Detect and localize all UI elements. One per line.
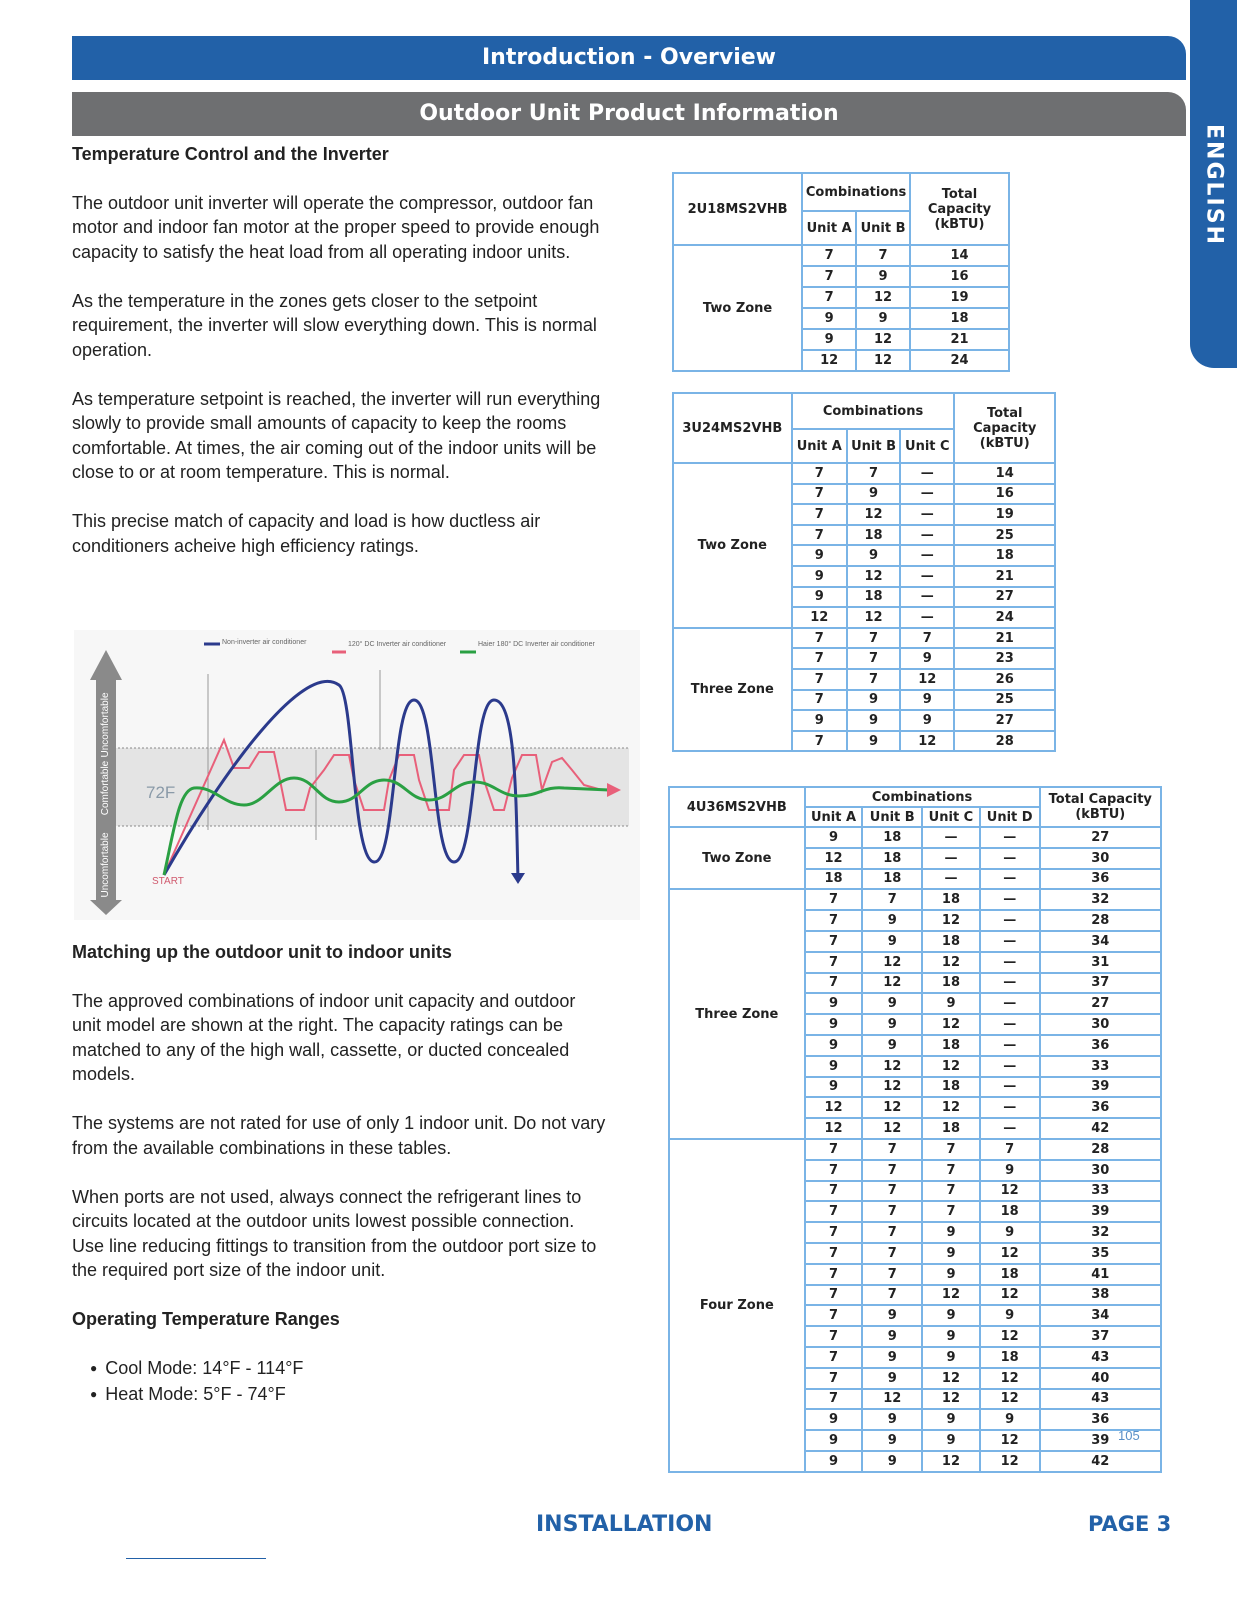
- table-cell: 9: [847, 690, 900, 711]
- table-cell: —: [900, 587, 954, 608]
- label-uncomfortable-top: Uncomfortable: [100, 692, 111, 758]
- table-cell: 9: [862, 1326, 922, 1347]
- table-cell: 34: [1040, 931, 1161, 952]
- table-cell: 7: [847, 463, 900, 484]
- paragraph: The outdoor unit inverter will operate the compressor, outdoor fan motor and indoor fan motor at the proper speed to provide enough capacity to satisfy the heat load from all operating indoor units.: [72, 192, 600, 262]
- table-cell: 9: [862, 993, 922, 1014]
- table-cell: —: [980, 931, 1040, 952]
- table-cell: 27: [954, 710, 1055, 731]
- table-cell: 39: [1040, 1077, 1161, 1098]
- table-cell: 12: [805, 1118, 863, 1139]
- table-cell: 18: [910, 308, 1009, 329]
- table-cell: 7: [792, 690, 847, 711]
- table-cell: —: [922, 827, 980, 848]
- table-cell: —: [900, 566, 954, 587]
- table-cell: 12: [805, 848, 863, 869]
- unit-a-header: Unit A: [805, 807, 863, 827]
- table-cell: 9: [862, 1035, 922, 1056]
- table-cell: 7: [792, 731, 847, 752]
- paragraph: This precise match of capacity and load is how ductless air conditioners acheive high efficiency ratings.: [72, 511, 541, 556]
- table-cell: 7: [862, 1264, 922, 1285]
- table-cell: 14: [910, 245, 1009, 266]
- table-cell: —: [980, 827, 1040, 848]
- table-cell: 9: [792, 545, 847, 566]
- table-cell: 12: [847, 566, 900, 587]
- label-start: START: [152, 876, 184, 887]
- table-cell: 7: [862, 1139, 922, 1160]
- table-cell: —: [980, 1035, 1040, 1056]
- table-cell: —: [980, 1077, 1040, 1098]
- table-cell: —: [980, 869, 1040, 890]
- table-cell: 12: [856, 329, 910, 350]
- table-cell: —: [900, 525, 954, 546]
- table-cell: 18: [805, 869, 863, 890]
- table-cell: 12: [900, 731, 954, 752]
- table-cell: —: [980, 910, 1040, 931]
- table-cell: 7: [802, 266, 856, 287]
- table-cell: 7: [805, 1139, 863, 1160]
- table-cell: 36: [1040, 1409, 1161, 1430]
- table-cell: 9: [900, 710, 954, 731]
- table-cell: 7: [922, 1160, 980, 1181]
- table-cell: 30: [1040, 1014, 1161, 1035]
- unit-b-header: Unit B: [856, 211, 910, 245]
- table-row: [673, 463, 1055, 484]
- table-cell: 7: [922, 1201, 980, 1222]
- legend-120: 120° DC Inverter air conditioner: [348, 641, 447, 648]
- table-cell: 18: [922, 931, 980, 952]
- table-cell: 39: [1040, 1201, 1161, 1222]
- footer-page-number: PAGE 3: [1088, 1512, 1172, 1536]
- table-cell: 9: [922, 1243, 980, 1264]
- table-cell: 12: [862, 973, 922, 994]
- table-cell: —: [980, 1118, 1040, 1139]
- table-cell: 9: [802, 308, 856, 329]
- table-cell: 21: [910, 329, 1009, 350]
- table-cell: 7: [802, 245, 856, 266]
- table-cell: 7: [862, 1243, 922, 1264]
- zone-label: Two Zone: [673, 463, 792, 628]
- table-cell: 7: [847, 669, 900, 690]
- table-cell: 27: [954, 587, 1055, 608]
- table-cell: —: [980, 1097, 1040, 1118]
- table-cell: 30: [1040, 1160, 1161, 1181]
- subsection-title-banner: Outdoor Unit Product Information: [72, 92, 1186, 136]
- table-cell: 12: [862, 1056, 922, 1077]
- table-cell: 7: [805, 1222, 863, 1243]
- paragraph: When ports are not used, always connect the refrigerant lines to circuits located at the outdoor units lowest possible connection. Use line reducing fittings to transition from the outdoor port size to the required port size of the indoor unit.: [72, 1186, 597, 1280]
- table-cell: 12: [922, 1056, 980, 1077]
- table-cell: 35: [1040, 1243, 1161, 1264]
- table-cell: 39: [1040, 1430, 1161, 1451]
- paragraph: The approved combinations of indoor unit capacity and outdoor unit model are shown at the right. The capacity ratings can be matched to any of the high wall, cassette, or ducted concealed models.: [72, 990, 576, 1084]
- table-cell: 12: [862, 1118, 922, 1139]
- table-cell: 9: [847, 484, 900, 505]
- model-cell: 2U18MS2VHB: [673, 173, 802, 245]
- table-cell: 25: [954, 525, 1055, 546]
- table-cell: 18: [847, 525, 900, 546]
- table-cell: 7: [805, 952, 863, 973]
- table-cell: 21: [954, 566, 1055, 587]
- table-cell: —: [980, 1056, 1040, 1077]
- table-cell: 7: [805, 973, 863, 994]
- table-cell: 9: [862, 1368, 922, 1389]
- zone-label: Four Zone: [669, 1139, 805, 1472]
- table-cell: 9: [862, 1014, 922, 1035]
- table-cell: 9: [922, 1409, 980, 1430]
- table-cell: 31: [1040, 952, 1161, 973]
- table-cell: 9: [805, 1035, 863, 1056]
- table-cell: —: [980, 889, 1040, 910]
- table-cell: 7: [862, 1285, 922, 1306]
- table-cell: 7: [847, 628, 900, 649]
- table-cell: 7: [980, 1139, 1040, 1160]
- table-row: [669, 827, 1161, 848]
- heading-operating-ranges: Operating Temperature Ranges: [72, 1309, 340, 1329]
- combinations-header: Combinations: [802, 173, 910, 211]
- table-cell: 7: [900, 628, 954, 649]
- table-cell: 12: [980, 1430, 1040, 1451]
- total-capacity-header: Total Capacity (kBTU): [1040, 787, 1161, 827]
- table-cell: 37: [1040, 973, 1161, 994]
- table-cell: 9: [900, 648, 954, 669]
- table-cell: 7: [805, 1305, 863, 1326]
- table-cell: 9: [862, 1409, 922, 1430]
- table-cell: 18: [954, 545, 1055, 566]
- table-cell: 9: [847, 545, 900, 566]
- table-cell: 9: [862, 1305, 922, 1326]
- heading-matching: Matching up the outdoor unit to indoor units: [72, 942, 452, 962]
- model-cell: 3U24MS2VHB: [673, 393, 792, 463]
- table-cell: 24: [910, 350, 1009, 371]
- unit-d-header: Unit D: [980, 807, 1040, 827]
- table-row: [669, 889, 1161, 910]
- table-cell: 16: [910, 266, 1009, 287]
- table-cell: 24: [954, 607, 1055, 628]
- table-cell: 36: [1040, 869, 1161, 890]
- table-cell: 7: [802, 287, 856, 308]
- table-row: [669, 1139, 1161, 1160]
- table-cell: 7: [792, 628, 847, 649]
- table-cell: 27: [1040, 827, 1161, 848]
- table-cell: 12: [922, 952, 980, 973]
- table-cell: 12: [862, 1077, 922, 1098]
- table-cell: 7: [862, 889, 922, 910]
- total-capacity-header: Total Capacity (kBTU): [910, 173, 1009, 245]
- table-cell: 33: [1040, 1181, 1161, 1202]
- table-cell: 38: [1040, 1285, 1161, 1306]
- language-tab-label: ENGLISH: [1201, 124, 1226, 246]
- table-cell: 9: [805, 1077, 863, 1098]
- page-note: 105: [1118, 1428, 1140, 1443]
- table-cell: 43: [1040, 1347, 1161, 1368]
- table-cell: 7: [805, 1181, 863, 1202]
- table-cell: 18: [980, 1201, 1040, 1222]
- table-cell: 12: [980, 1181, 1040, 1202]
- legend-noninverter: Non-inverter air conditioner: [222, 639, 307, 646]
- table-cell: 9: [792, 566, 847, 587]
- zone-label: Three Zone: [673, 628, 792, 752]
- table-cell: 33: [1040, 1056, 1161, 1077]
- table-cell: 19: [910, 287, 1009, 308]
- table-cell: 7: [805, 1389, 863, 1410]
- legend-haier: Haier 180° DC Inverter air conditioner: [478, 641, 595, 648]
- label-uncomfortable-bottom: Uncomfortable: [100, 832, 111, 898]
- table-cell: 18: [922, 889, 980, 910]
- table-cell: 9: [862, 1430, 922, 1451]
- table-cell: 18: [922, 1077, 980, 1098]
- table-cell: 28: [1040, 1139, 1161, 1160]
- list-item-cool-mode: ● Cool Mode: 14°F - 114°F: [90, 1356, 607, 1383]
- table-cell: 7: [792, 504, 847, 525]
- table-cell: —: [980, 1014, 1040, 1035]
- table-cell: 18: [862, 869, 922, 890]
- table-cell: 7: [792, 463, 847, 484]
- paragraph: As the temperature in the zones gets closer to the setpoint requirement, the inverter will slow everything down. This is normal operation.: [72, 290, 597, 360]
- table-cell: 12: [922, 1451, 980, 1472]
- table-cell: 9: [856, 308, 910, 329]
- zone-label: Three Zone: [669, 889, 805, 1139]
- table-cell: 7: [862, 1201, 922, 1222]
- combinations-header: Combinations: [792, 393, 955, 429]
- table-row: [673, 628, 1055, 649]
- footer-section-label: INSTALLATION: [536, 1512, 713, 1537]
- table-cell: 26: [954, 669, 1055, 690]
- table-cell: 7: [856, 245, 910, 266]
- table-cell: 9: [862, 1347, 922, 1368]
- table-cell: 7: [792, 525, 847, 546]
- capacity-table-3u24: [672, 392, 1056, 752]
- table-cell: 7: [922, 1139, 980, 1160]
- capacity-table-4u36: [668, 786, 1162, 1473]
- section-title-banner: Introduction - Overview: [72, 36, 1186, 80]
- table-cell: 18: [922, 973, 980, 994]
- table-cell: 9: [862, 1451, 922, 1472]
- table-cell: 32: [1040, 889, 1161, 910]
- table-cell: 18: [922, 1035, 980, 1056]
- table-cell: 12: [980, 1368, 1040, 1389]
- table-cell: 7: [922, 1181, 980, 1202]
- table-cell: 7: [805, 931, 863, 952]
- table-cell: 9: [922, 1222, 980, 1243]
- table-cell: 9: [805, 827, 863, 848]
- table-cell: 9: [922, 1430, 980, 1451]
- table-cell: 7: [805, 1243, 863, 1264]
- table-cell: 7: [792, 669, 847, 690]
- table-cell: 28: [1040, 910, 1161, 931]
- table-cell: 7: [805, 1160, 863, 1181]
- unit-b-header: Unit B: [847, 429, 900, 463]
- table-cell: 9: [922, 1347, 980, 1368]
- table-cell: 9: [805, 1014, 863, 1035]
- table-cell: 12: [922, 1285, 980, 1306]
- table-cell: 12: [862, 952, 922, 973]
- graph-svg: [74, 630, 640, 920]
- table-cell: 25: [954, 690, 1055, 711]
- table-cell: 7: [862, 1181, 922, 1202]
- table-cell: 41: [1040, 1264, 1161, 1285]
- table-cell: 32: [1040, 1222, 1161, 1243]
- table-cell: 7: [792, 484, 847, 505]
- table-cell: 37: [1040, 1326, 1161, 1347]
- table-cell: 9: [922, 993, 980, 1014]
- table-cell: 7: [862, 1160, 922, 1181]
- table-cell: 12: [922, 1389, 980, 1410]
- table-cell: 9: [980, 1160, 1040, 1181]
- table-cell: 36: [1040, 1097, 1161, 1118]
- table-cell: —: [900, 504, 954, 525]
- table-cell: 7: [805, 1368, 863, 1389]
- table-cell: 12: [980, 1243, 1040, 1264]
- table-cell: 7: [805, 1285, 863, 1306]
- table-cell: 40: [1040, 1368, 1161, 1389]
- table-cell: —: [900, 607, 954, 628]
- label-comfortable: Comfortable: [100, 760, 111, 816]
- table-cell: 18: [862, 827, 922, 848]
- table-cell: 9: [792, 587, 847, 608]
- table-cell: 9: [805, 993, 863, 1014]
- table-cell: 12: [922, 1097, 980, 1118]
- table-cell: 12: [847, 607, 900, 628]
- table-cell: 7: [805, 1201, 863, 1222]
- total-capacity-header: Total Capacity (kBTU): [954, 393, 1055, 463]
- table-cell: 34: [1040, 1305, 1161, 1326]
- table-cell: —: [922, 869, 980, 890]
- heading-temperature-control: Temperature Control and the Inverter: [72, 144, 389, 164]
- table-cell: 12: [862, 1389, 922, 1410]
- table-cell: —: [980, 993, 1040, 1014]
- zone-label: Two Zone: [673, 245, 802, 371]
- table-cell: 9: [980, 1222, 1040, 1243]
- table-cell: 36: [1040, 1035, 1161, 1056]
- table-cell: 9: [922, 1264, 980, 1285]
- unit-a-header: Unit A: [792, 429, 847, 463]
- unit-a-header: Unit A: [802, 211, 856, 245]
- table-cell: 12: [792, 607, 847, 628]
- unit-c-header: Unit C: [900, 429, 954, 463]
- table-cell: 7: [805, 1326, 863, 1347]
- table-cell: 18: [922, 1118, 980, 1139]
- table-cell: 12: [980, 1285, 1040, 1306]
- table-row: [673, 245, 1009, 266]
- table-cell: 18: [847, 587, 900, 608]
- table-cell: 7: [847, 648, 900, 669]
- table-cell: 9: [980, 1305, 1040, 1326]
- table-cell: —: [980, 848, 1040, 869]
- table-cell: 18: [980, 1264, 1040, 1285]
- table-cell: 12: [980, 1326, 1040, 1347]
- table-cell: 12: [862, 1097, 922, 1118]
- inverter-comparison-graph: [74, 630, 640, 920]
- table-cell: 9: [862, 910, 922, 931]
- table-cell: 9: [847, 731, 900, 752]
- table-cell: 12: [922, 1368, 980, 1389]
- table-cell: 9: [805, 1056, 863, 1077]
- label-72f: 72F: [146, 783, 176, 802]
- list-item-heat-mode: ● Heat Mode: 5°F - 74°F: [90, 1382, 607, 1409]
- unit-b-header: Unit B: [862, 807, 922, 827]
- table-cell: —: [980, 973, 1040, 994]
- table-cell: 12: [980, 1389, 1040, 1410]
- table-cell: 12: [847, 504, 900, 525]
- combinations-header: Combinations: [805, 787, 1040, 807]
- table-cell: 12: [922, 910, 980, 931]
- table-cell: 12: [980, 1451, 1040, 1472]
- paragraph: As temperature setpoint is reached, the inverter will run everything slowly to provide small amounts of capacity to keep the rooms comfortable. At times, the air coming out of the indoor units will be close to or at room temperature. This is normal.: [72, 388, 601, 482]
- table-cell: 7: [805, 1264, 863, 1285]
- table-cell: —: [980, 952, 1040, 973]
- language-tab[interactable]: [1190, 0, 1237, 368]
- table-cell: 42: [1040, 1118, 1161, 1139]
- temperature-range-list: [90, 1356, 607, 1409]
- table-cell: 21: [954, 628, 1055, 649]
- table-cell: 19: [954, 504, 1055, 525]
- table-cell: 7: [805, 889, 863, 910]
- table-cell: 9: [805, 1430, 863, 1451]
- table-cell: 9: [856, 266, 910, 287]
- table-cell: 28: [954, 731, 1055, 752]
- table-cell: —: [922, 848, 980, 869]
- capacity-table-2u18: [672, 172, 1010, 372]
- table-cell: 43: [1040, 1389, 1161, 1410]
- table-cell: 30: [1040, 848, 1161, 869]
- table-cell: 9: [900, 690, 954, 711]
- table-cell: 7: [862, 1222, 922, 1243]
- left-column: [72, 142, 607, 558]
- table-cell: —: [900, 463, 954, 484]
- table-cell: 23: [954, 648, 1055, 669]
- table-cell: 9: [862, 931, 922, 952]
- table-cell: 9: [922, 1305, 980, 1326]
- table-cell: 9: [922, 1326, 980, 1347]
- table-cell: 18: [980, 1347, 1040, 1368]
- table-cell: 7: [792, 648, 847, 669]
- table-cell: —: [900, 484, 954, 505]
- table-cell: 9: [792, 710, 847, 731]
- table-cell: 7: [805, 1347, 863, 1368]
- table-cell: 9: [805, 1409, 863, 1430]
- table-cell: 9: [847, 710, 900, 731]
- table-cell: 7: [805, 910, 863, 931]
- table-cell: 12: [922, 1014, 980, 1035]
- model-cell: 4U36MS2VHB: [669, 787, 805, 827]
- table-cell: 27: [1040, 993, 1161, 1014]
- table-cell: 12: [856, 287, 910, 308]
- table-cell: 9: [980, 1409, 1040, 1430]
- left-column-lower: [72, 940, 607, 1409]
- table-cell: 18: [862, 848, 922, 869]
- table-cell: 12: [802, 350, 856, 371]
- table-cell: 14: [954, 463, 1055, 484]
- paragraph: The systems are not rated for use of only 1 indoor unit. Do not vary from the available combinations in these tables.: [72, 1113, 606, 1158]
- table-cell: 9: [802, 329, 856, 350]
- table-cell: —: [900, 545, 954, 566]
- table-cell: 12: [856, 350, 910, 371]
- table-cell: 12: [805, 1097, 863, 1118]
- zone-label: Two Zone: [669, 827, 805, 889]
- unit-c-header: Unit C: [922, 807, 980, 827]
- footer-rule: [126, 1558, 266, 1559]
- table-cell: 12: [900, 669, 954, 690]
- table-cell: 9: [805, 1451, 863, 1472]
- table-cell: 42: [1040, 1451, 1161, 1472]
- table-cell: 16: [954, 484, 1055, 505]
